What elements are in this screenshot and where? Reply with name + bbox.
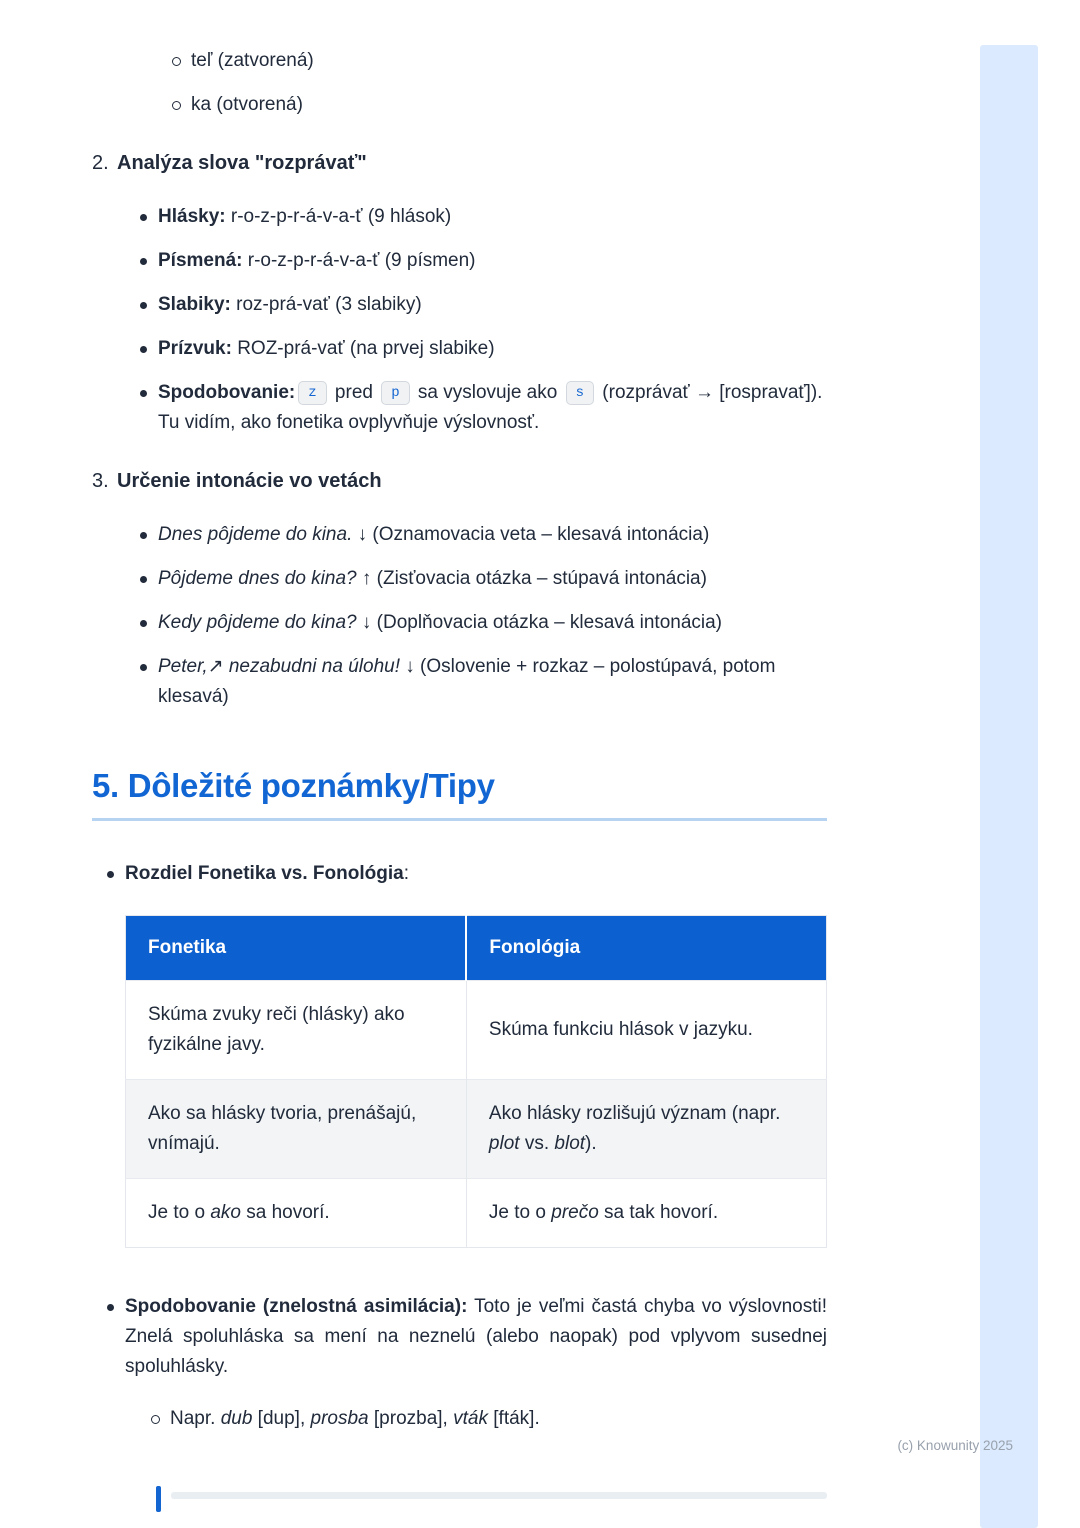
table-cell bbox=[466, 1179, 826, 1248]
term-label: Hlásky: bbox=[158, 206, 226, 227]
example-text: [prozba], bbox=[368, 1408, 454, 1429]
example-note: ↓ (Oznamovacia veta – klesavá intonácia) bbox=[352, 524, 710, 545]
cell-text: Ako hlásky rozlišujú význam (napr. bbox=[488, 1103, 781, 1124]
list-item-text bbox=[158, 202, 827, 232]
cell-italic: blot bbox=[554, 1133, 586, 1154]
list-item bbox=[104, 859, 827, 889]
phoneme-badge-s: s bbox=[566, 381, 594, 405]
term-text: pred bbox=[329, 382, 379, 403]
cell-text: Je to o bbox=[148, 1202, 211, 1223]
list-item-text bbox=[125, 859, 827, 889]
numbered-heading-2 bbox=[92, 148, 827, 178]
phoneme-badge-z: z bbox=[298, 381, 326, 405]
tip-text: Toto je veľmi častá chyba vo výslovnosti! Znelá spoluhláska sa mení na neznelú (alebo naopak) pod vplyvom susednej spoluhlásky. bbox=[125, 1296, 827, 1377]
tip-label: Rozdiel Fonetika vs. Fonológia bbox=[125, 863, 404, 884]
list-item-text bbox=[158, 378, 827, 438]
table-header-fonetika: Fonetika bbox=[126, 916, 467, 981]
table-header-fonologia: Fonológia bbox=[466, 916, 826, 981]
example-sentence: Dnes pôjdeme do kina. bbox=[158, 524, 353, 545]
analysis-list bbox=[137, 202, 827, 438]
numbered-heading-3 bbox=[92, 466, 827, 496]
term-label: Prízvuk: bbox=[158, 338, 232, 359]
list-item-text bbox=[158, 608, 827, 638]
list-item bbox=[137, 202, 827, 232]
blockquote-bar bbox=[156, 1486, 161, 1512]
document-content bbox=[92, 0, 827, 1448]
list-item-text bbox=[158, 334, 827, 364]
list-item-text bbox=[125, 1292, 827, 1382]
example-text: Napr. bbox=[170, 1408, 221, 1429]
table-cell: Ako sa hlásky tvoria, prenášajú, vnímajú. bbox=[148, 1103, 417, 1154]
example-word: prosba bbox=[310, 1408, 369, 1429]
open-circle-list bbox=[170, 46, 827, 120]
intonation-list bbox=[137, 520, 827, 712]
example-word: vták bbox=[453, 1408, 488, 1429]
term-text: (rozprávať → [rospravať]). Tu vidím, ako fonetika ovplyvňuje výslovnosť. bbox=[158, 382, 823, 433]
term-text: roz-prá-vať (3 slabiky) bbox=[230, 294, 422, 315]
heading-underline bbox=[92, 818, 827, 821]
table-cell bbox=[466, 1080, 826, 1179]
example-note: ↓ (Oslovenie + rozkaz – polostúpavá, potom klesavá) bbox=[158, 656, 776, 707]
tips-list bbox=[104, 859, 827, 889]
example-sentence: Peter,↗ nezabudni na úlohu! bbox=[158, 656, 400, 677]
list-item-text bbox=[158, 564, 827, 594]
list-item-text bbox=[158, 246, 827, 276]
table-row bbox=[126, 1080, 827, 1179]
list-item bbox=[137, 564, 827, 594]
term-label: Písmená: bbox=[158, 250, 243, 271]
term-text: r-o-z-p-r-á-v-a-ť (9 písmen) bbox=[242, 250, 476, 271]
list-item bbox=[137, 290, 827, 320]
list-item bbox=[149, 1404, 827, 1434]
item-number: 2. bbox=[92, 152, 109, 174]
copyright-notice: (c) Knowunity 2025 bbox=[897, 1438, 1013, 1453]
list-item bbox=[137, 520, 827, 550]
section-5-heading: 5. Dôležité poznámky/Tipy bbox=[92, 767, 495, 804]
example-sentence: Kedy pôjdeme do kina? bbox=[158, 612, 357, 633]
list-item-text bbox=[170, 1404, 827, 1434]
list-item bbox=[137, 652, 827, 712]
item-title: Analýza slova "rozprávať" bbox=[117, 152, 367, 174]
list-item-text: teľ (zatvorená) bbox=[191, 50, 314, 71]
cell-italic: ako bbox=[210, 1202, 241, 1223]
list-item bbox=[137, 608, 827, 638]
list-item bbox=[137, 378, 827, 438]
cell-text: Je to o bbox=[488, 1202, 552, 1223]
term-label: Spodobovanie: bbox=[158, 382, 296, 403]
term-text: ROZ-prá-vať (na prvej slabike) bbox=[231, 338, 495, 359]
item-number: 3. bbox=[92, 470, 109, 492]
cell-italic: plot bbox=[488, 1133, 520, 1154]
term-text: sa vyslovuje ako bbox=[412, 382, 563, 403]
example-note: ↑ (Zisťovacia otázka – stúpavá intonácia) bbox=[356, 568, 707, 589]
list-item bbox=[170, 90, 827, 120]
list-item-text: ka (otvorená) bbox=[191, 94, 303, 115]
example-sentence: Pôjdeme dnes do kina? bbox=[158, 568, 357, 589]
list-item-text bbox=[158, 290, 827, 320]
term-label: Slabiky: bbox=[158, 294, 231, 315]
list-item-text bbox=[158, 520, 827, 550]
cell-text: sa hovorí. bbox=[240, 1202, 330, 1223]
table-cell bbox=[126, 1179, 467, 1248]
blockquote-line bbox=[171, 1492, 827, 1499]
scrollbar-track[interactable] bbox=[980, 45, 1038, 1528]
list-item bbox=[137, 246, 827, 276]
table-cell: Skúma funkciu hlások v jazyku. bbox=[466, 981, 826, 1080]
table-row bbox=[126, 1179, 827, 1248]
tip-label: Spodobovanie (znelostná asimilácia): bbox=[125, 1296, 468, 1317]
tips-list-2 bbox=[104, 1292, 827, 1434]
example-word: dub bbox=[220, 1408, 253, 1429]
cell-text: sa tak hovorí. bbox=[598, 1202, 719, 1223]
cell-italic: prečo bbox=[551, 1202, 599, 1223]
example-text: [dup], bbox=[252, 1408, 311, 1429]
list-item bbox=[137, 334, 827, 364]
example-note: ↓ (Doplňovacia otázka – klesavá intonácia) bbox=[356, 612, 723, 633]
term-text: r-o-z-p-r-á-v-a-ť (9 hlások) bbox=[225, 206, 452, 227]
example-text: [fták]. bbox=[487, 1408, 540, 1429]
table-header-row bbox=[126, 916, 827, 981]
tip-suffix: : bbox=[403, 863, 409, 884]
cell-text: vs. bbox=[519, 1133, 555, 1154]
phoneme-badge-p: p bbox=[381, 381, 409, 405]
list-item bbox=[104, 1292, 827, 1382]
fonetika-fonologia-table bbox=[125, 915, 827, 1248]
list-item bbox=[170, 46, 827, 76]
table-cell: Skúma zvuky reči (hlásky) ako fyzikálne javy. bbox=[148, 1004, 405, 1055]
item-title: Určenie intonácie vo vetách bbox=[117, 470, 382, 492]
cell-text: ). bbox=[585, 1133, 597, 1154]
table-row bbox=[126, 981, 827, 1080]
list-item-text bbox=[158, 652, 827, 712]
